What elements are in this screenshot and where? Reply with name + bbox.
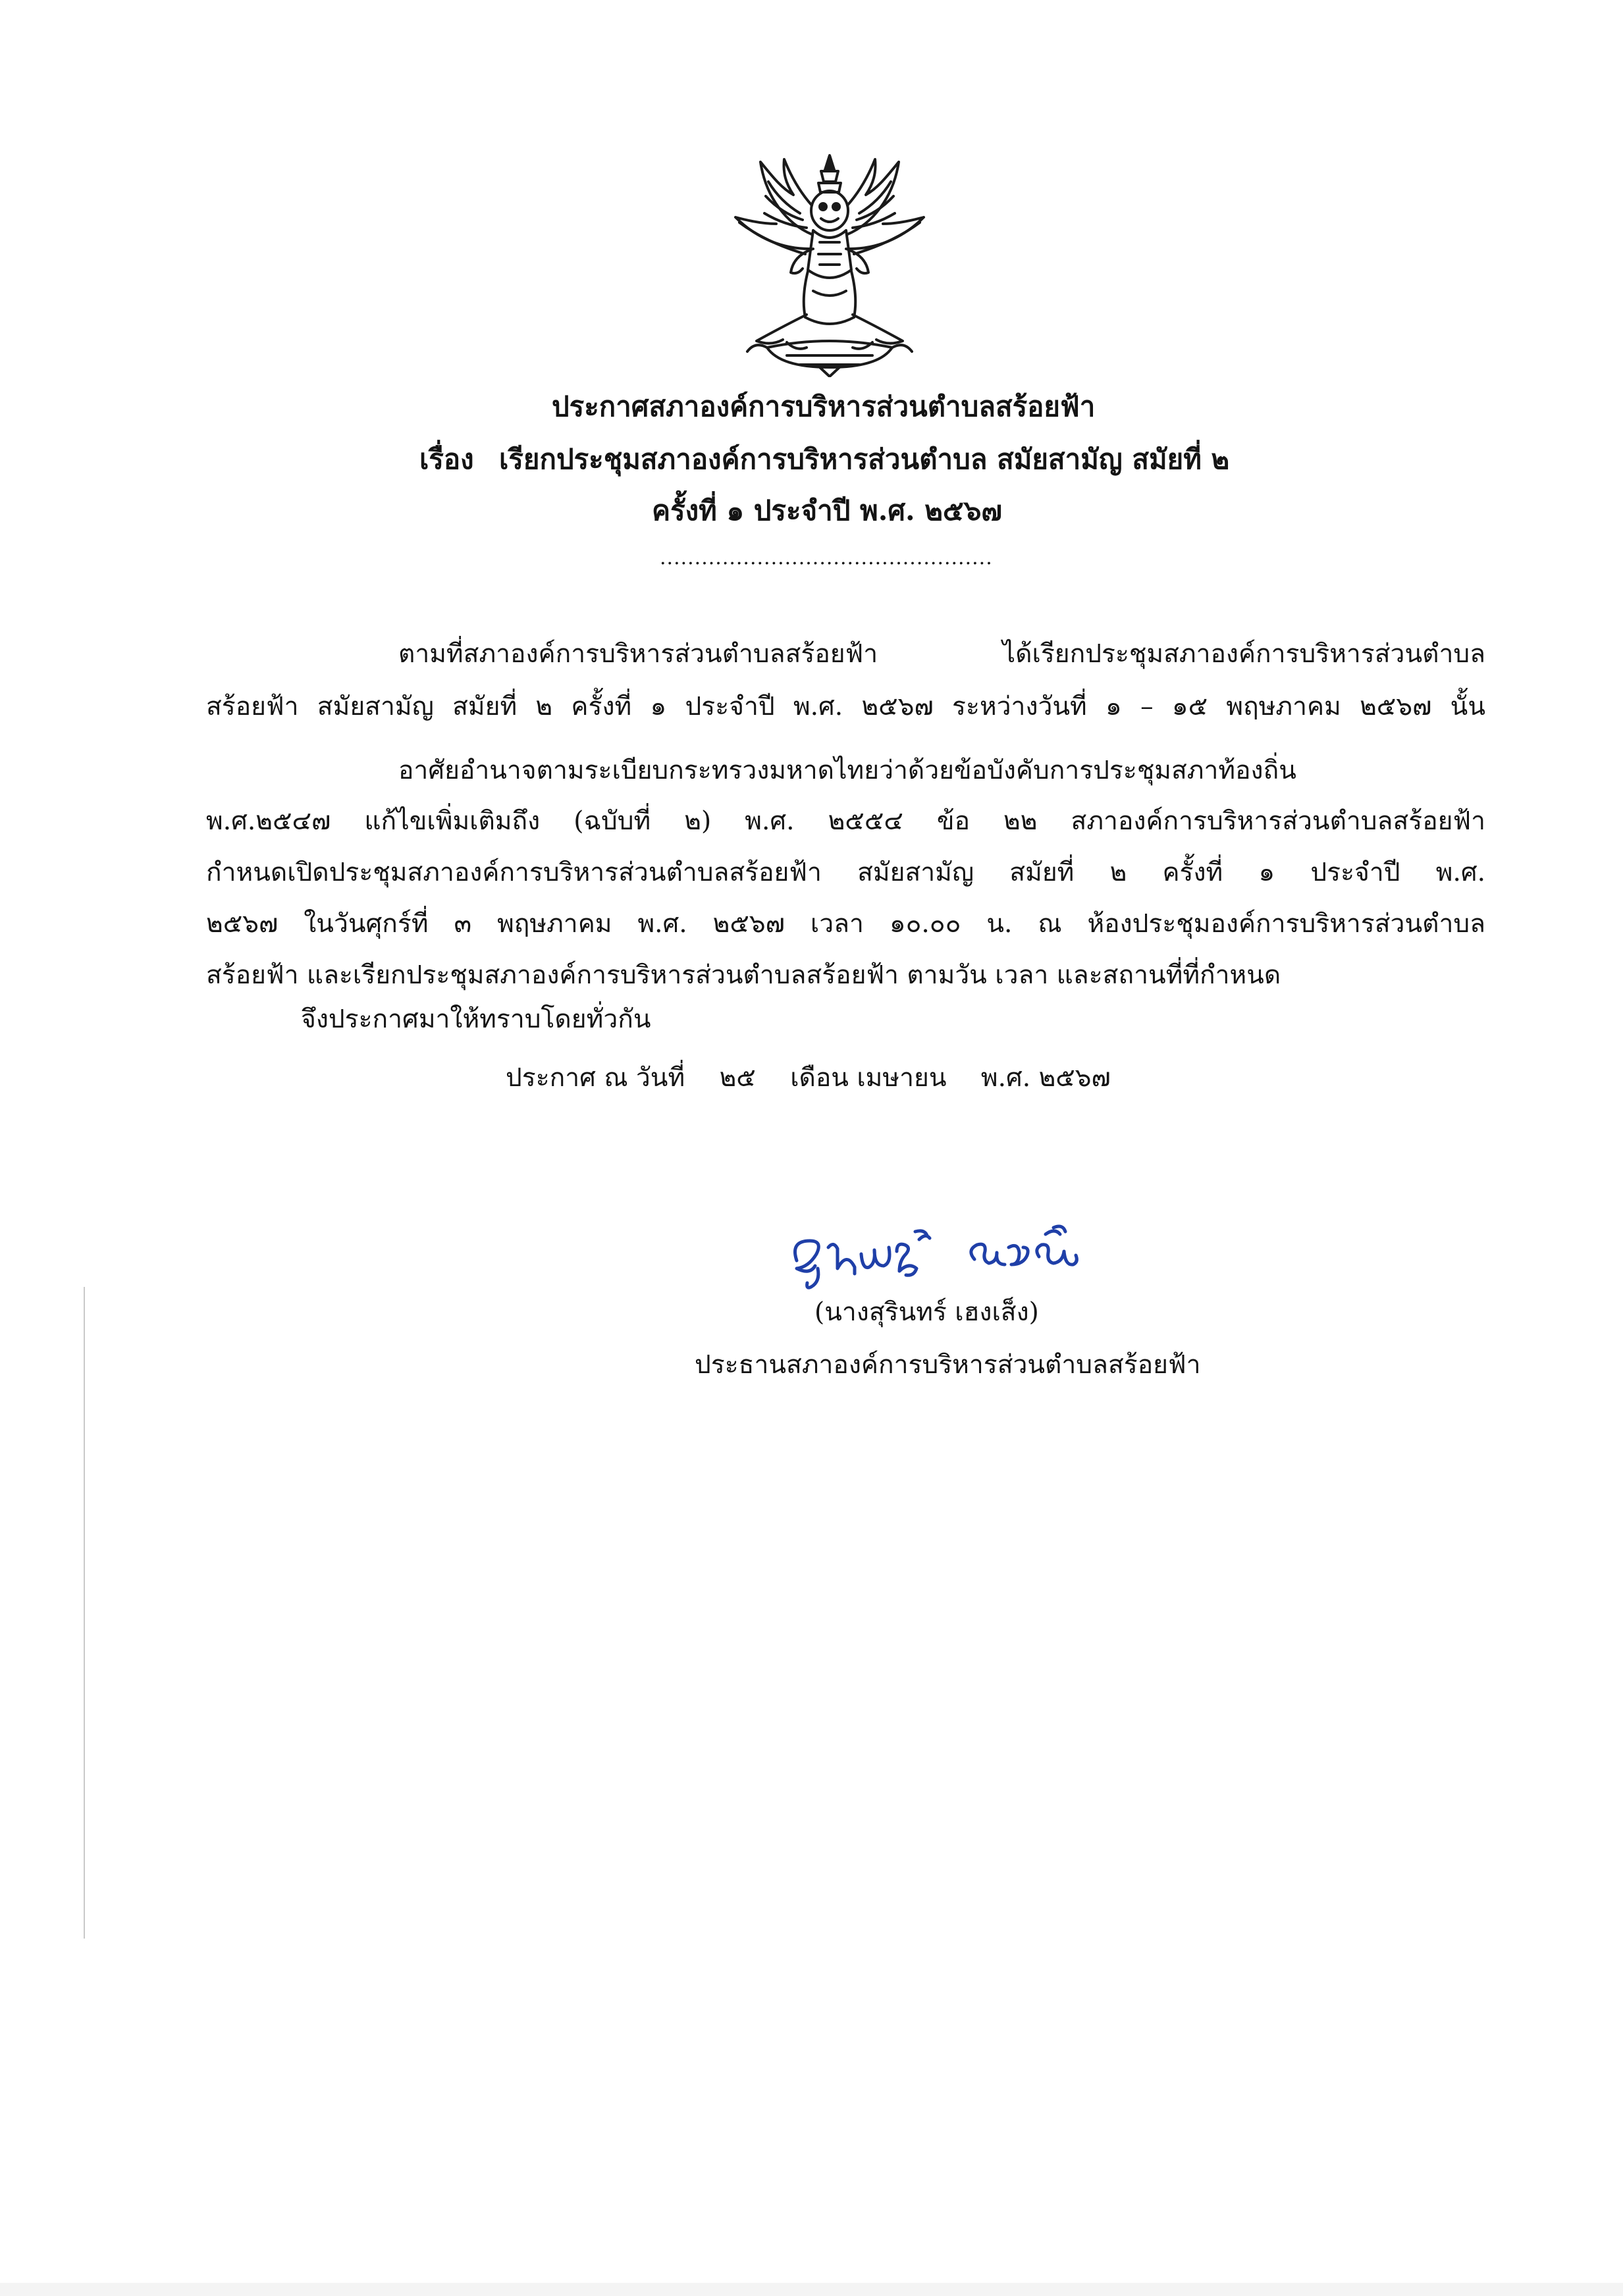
paragraph-2-line-2: พ.ศ.๒๕๔๗ แก้ไขเพิ่มเติมถึง (ฉบับที่ ๒) พ.ศ. ๒๕๕๔ ข้อ ๒๒ สภาองค์การบริหารส่วนตำบลสร้อยฟ้า	[206, 806, 1485, 836]
paragraph-2-line-4: ๒๕๖๗ ในวันศุกร์ที่ ๓ พฤษภาคม พ.ศ. ๒๕๖๗ เวลา ๑๐.๐๐ น. ณ ห้องประชุมองค์การบริหารส่วนตำบล	[206, 909, 1485, 939]
subject-text-line2: ครั้งที่ ๑ ประจำปี พ.ศ. ๒๕๖๗	[652, 494, 1002, 527]
subject-label: เรื่อง	[419, 443, 474, 475]
scan-bottom-edge	[0, 2283, 1623, 2296]
scan-edge-line	[84, 1287, 85, 1939]
signatory-position: ประธานสภาองค์การบริหารส่วนตำบลสร้อยฟ้า	[695, 1350, 1201, 1380]
signatory-name: (นางสุรินทร์ เฮงเส็ง)	[814, 1297, 1039, 1327]
date-year: พ.ศ. ๒๕๖๗	[980, 1063, 1111, 1093]
announcement-date	[506, 1061, 1137, 1095]
paragraph-1-line-2: สร้อยฟ้า สมัยสามัญ สมัยที่ ๒ ครั้งที่ ๑ ประจำปี พ.ศ. ๒๕๖๗ ระหว่างวันที่ ๑ – ๑๕ พฤษภาคม ๒๕๖๗ นั้น	[206, 692, 1485, 721]
paragraph-2-line-5: สร้อยฟ้า และเรียกประชุมสภาองค์การบริหารส่วนตำบลสร้อยฟ้า ตามวัน เวลา และสถานที่ที่กำหนด	[206, 960, 1281, 990]
date-month: เดือน เมษายน	[790, 1063, 947, 1093]
date-day: ๒๕	[719, 1063, 756, 1093]
paragraph-1-line-1: ตามที่สภาองค์การบริหารส่วนตำบลสร้อยฟ้า ได้เรียกประชุมสภาองค์การบริหารส่วนตำบล	[398, 639, 1485, 669]
date-prefix: ประกาศ ณ วันที่	[506, 1063, 685, 1093]
paragraph-2-line-3: กำหนดเปิดประชุมสภาองค์การบริหารส่วนตำบลสร้อยฟ้า สมัยสามัญ สมัยที่ ๒ ครั้งที่ ๑ ประจำปี พ.ศ.	[206, 858, 1485, 887]
title-separator: ................................................	[660, 546, 993, 569]
closing-sentence: จึงประกาศมาให้ทราบโดยทั่วกัน	[301, 1004, 651, 1034]
subject-text: เรียกประชุมสภาองค์การบริหารส่วนตำบล สมัยสามัญ สมัยที่ ๒	[499, 443, 1230, 475]
garuda-emblem-icon	[721, 150, 938, 377]
paragraph-2-line-1: อาศัยอำนาจตามระเบียบกระทรวงมหาดไทยว่าด้วยข้อบังคับการประชุมสภาท้องถิ่น	[398, 756, 1296, 785]
announcement-title: ประกาศสภาองค์การบริหารส่วนตำบลสร้อยฟ้า	[552, 390, 1096, 423]
